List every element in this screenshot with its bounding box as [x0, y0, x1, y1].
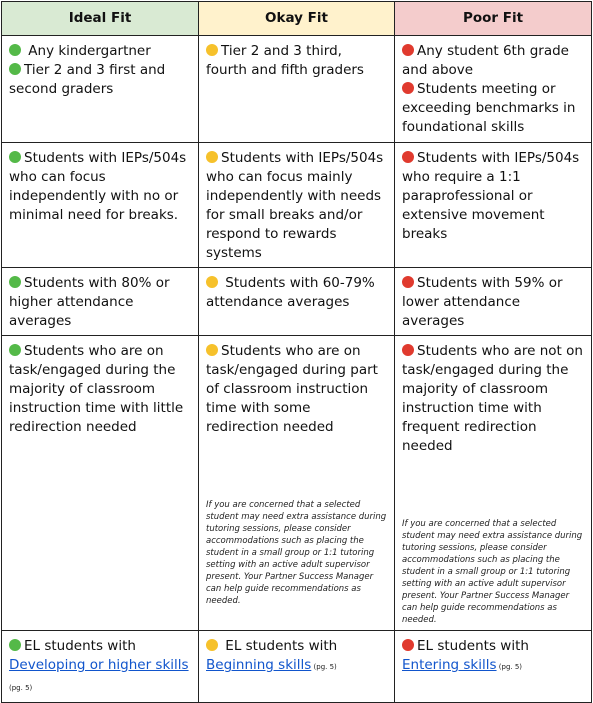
page-ref: (pg. 5) [496, 663, 523, 671]
cell-attendance-okay [199, 268, 395, 336]
el-poor-text: EL students with [417, 638, 529, 654]
iep-ideal-text: Students with IEPs/504s who can focus independently with no or minimal need for breaks. [9, 150, 187, 223]
grade-okay-line-1: Tier 2 and 3 third, fourth and fifth graders [206, 43, 364, 78]
header-poor-fit: Poor Fit [395, 2, 592, 36]
beginning-skills-link[interactable]: Beginning skills [206, 657, 312, 673]
iep-poor-text: Students with IEPs/504s who require a 1:1 paraprofessional or extensive movement breaks [402, 150, 580, 242]
cell-el-poor [395, 631, 592, 703]
cell-grade-okay [199, 36, 395, 143]
yellow-circle-icon [206, 44, 218, 56]
entering-skills-link[interactable]: Entering skills [402, 657, 497, 673]
engagement-okay-text: Students who are on task/engaged during part of classroom instruction time with some redirection needed [206, 343, 378, 435]
yellow-circle-icon [206, 639, 218, 651]
attendance-ideal-text: Students with 80% or higher attendance averages [9, 275, 170, 329]
red-circle-icon [402, 82, 414, 94]
cell-engagement-ideal [2, 336, 199, 631]
cell-el-okay [199, 631, 395, 703]
header-okay-fit: Okay Fit [199, 2, 395, 36]
green-circle-icon [9, 63, 21, 75]
red-circle-icon [402, 276, 414, 288]
engagement-poor-note: If you are concerned that a selected student may need extra assistance during tutoring sessions, please consider accommodations such as placing the student in a small group or 1:1 tutoring setting with an active adult supervisor present. Your Partner Success Manager can help guide recommendations as needed. [402, 519, 583, 625]
grade-poor-line-2: Students meeting or exceeding benchmarks in foundational skills [402, 81, 576, 135]
green-circle-icon [9, 44, 21, 56]
cell-iep-poor [395, 143, 592, 268]
cell-engagement-poor [395, 336, 592, 631]
cell-engagement-okay [199, 336, 395, 631]
el-ideal-text: EL students with [24, 638, 136, 654]
attendance-okay-text: Students with 60-79% attendance averages [206, 275, 375, 310]
red-circle-icon [402, 639, 414, 651]
header-ideal-fit: Ideal Fit [2, 2, 199, 36]
cell-iep-okay [199, 143, 395, 268]
cell-grade-ideal [2, 36, 199, 143]
green-circle-icon [9, 639, 21, 651]
attendance-poor-text: Students with 59% or lower attendance averages [402, 275, 563, 329]
yellow-circle-icon [206, 151, 218, 163]
cell-iep-ideal [2, 143, 199, 268]
engagement-poor-text: Students who are not on task/engaged during the majority of classroom instruction time with frequent redirection needed [402, 343, 583, 454]
green-circle-icon [9, 151, 21, 163]
developing-skills-link[interactable]: Developing or higher skills [9, 657, 189, 673]
grade-poor-line-1: Any student 6th grade and above [402, 43, 569, 78]
cell-grade-poor [395, 36, 592, 143]
page-ref: (pg. 5) [311, 663, 337, 671]
green-circle-icon [9, 276, 21, 288]
engagement-okay-note: If you are concerned that a selected student may need extra assistance during tutoring sessions, please consider accommodations such as placing the student in a small group or 1:1 tutoring setting with an active adult supervisor present. Your Partner Success Manager can help guide recommendations as needed. [206, 500, 387, 606]
yellow-circle-icon [206, 344, 218, 356]
red-circle-icon [402, 44, 414, 56]
yellow-circle-icon [206, 276, 218, 288]
cell-el-ideal [2, 631, 199, 703]
red-circle-icon [402, 151, 414, 163]
grade-ideal-line-2: Tier 2 and 3 first and second graders [9, 62, 166, 97]
fit-table [1, 1, 592, 703]
iep-okay-text: Students with IEPs/504s who can focus mainly independently with needs for small breaks and/or respond to rewards systems [206, 150, 384, 261]
red-circle-icon [402, 344, 414, 356]
page-ref: (pg. 5) [9, 684, 33, 692]
cell-attendance-ideal [2, 268, 199, 336]
cell-attendance-poor [395, 268, 592, 336]
grade-ideal-line-1: Any kindergartner [24, 43, 151, 59]
green-circle-icon [9, 344, 21, 356]
engagement-ideal-text: Students who are on task/engaged during the majority of classroom instruction time with little redirection needed [9, 343, 184, 435]
el-okay-text: EL students with [221, 638, 338, 654]
